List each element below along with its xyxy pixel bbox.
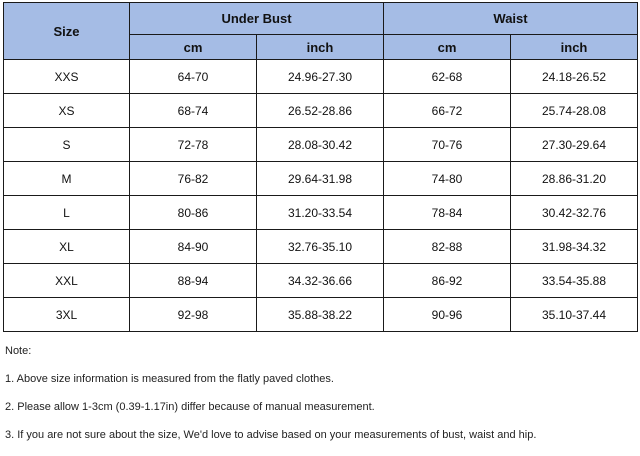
waist-cm-cell: 78-84 xyxy=(384,196,511,230)
under-bust-inch-cell: 32.76-35.10 xyxy=(257,230,384,264)
under-bust-cm-cell: 64-70 xyxy=(130,60,257,94)
under-bust-cm-cell: 92-98 xyxy=(130,298,257,332)
waist-header: Waist xyxy=(384,3,638,35)
under-bust-inch-cell: 26.52-28.86 xyxy=(257,94,384,128)
unit-header-waist-cm: cm xyxy=(384,35,511,60)
note-item: 2. Please allow 1-3cm (0.39-1.17in) differ because of manual measurement. xyxy=(5,401,375,413)
under-bust-cm-cell: 72-78 xyxy=(130,128,257,162)
note-item: 3. If you are not sure about the size, We'd love to advise based on your measurements of bust, waist and hip. xyxy=(5,429,537,441)
table-row xyxy=(4,196,638,230)
waist-cm-cell: 86-92 xyxy=(384,264,511,298)
size-column-header: Size xyxy=(4,3,130,60)
size-table xyxy=(3,2,638,332)
waist-inch-cell: 24.18-26.52 xyxy=(511,60,638,94)
size-cell: XL xyxy=(4,230,130,264)
size-cell: XXL xyxy=(4,264,130,298)
waist-inch-cell: 27.30-29.64 xyxy=(511,128,638,162)
notes-heading: Note: xyxy=(5,345,32,357)
under-bust-cm-cell: 76-82 xyxy=(130,162,257,196)
table-row xyxy=(4,264,638,298)
size-cell: 3XL xyxy=(4,298,130,332)
table-row xyxy=(4,128,638,162)
note-item: 1. Above size information is measured from the flatly paved clothes. xyxy=(5,373,334,385)
table-row xyxy=(4,94,638,128)
under-bust-inch-cell: 34.32-36.66 xyxy=(257,264,384,298)
size-cell: L xyxy=(4,196,130,230)
under-bust-cm-cell: 88-94 xyxy=(130,264,257,298)
waist-cm-cell: 66-72 xyxy=(384,94,511,128)
size-cell: M xyxy=(4,162,130,196)
size-chart xyxy=(3,2,637,332)
size-cell: XS xyxy=(4,94,130,128)
under-bust-inch-cell: 28.08-30.42 xyxy=(257,128,384,162)
waist-cm-cell: 62-68 xyxy=(384,60,511,94)
under-bust-inch-cell: 31.20-33.54 xyxy=(257,196,384,230)
unit-header-under-bust-cm: cm xyxy=(130,35,257,60)
under-bust-inch-cell: 29.64-31.98 xyxy=(257,162,384,196)
waist-inch-cell: 35.10-37.44 xyxy=(511,298,638,332)
table-row xyxy=(4,162,638,196)
waist-inch-cell: 25.74-28.08 xyxy=(511,94,638,128)
waist-cm-cell: 74-80 xyxy=(384,162,511,196)
waist-cm-cell: 90-96 xyxy=(384,298,511,332)
size-cell: XXS xyxy=(4,60,130,94)
waist-cm-cell: 70-76 xyxy=(384,128,511,162)
under-bust-inch-cell: 35.88-38.22 xyxy=(257,298,384,332)
waist-inch-cell: 33.54-35.88 xyxy=(511,264,638,298)
under-bust-cm-cell: 68-74 xyxy=(130,94,257,128)
table-row xyxy=(4,60,638,94)
under-bust-header: Under Bust xyxy=(130,3,384,35)
under-bust-cm-cell: 80-86 xyxy=(130,196,257,230)
unit-header-under-bust-inch: inch xyxy=(257,35,384,60)
unit-header-waist-inch: inch xyxy=(511,35,638,60)
header-row-groups xyxy=(4,3,638,35)
table-row xyxy=(4,298,638,332)
notes-section xyxy=(5,344,536,456)
table-row xyxy=(4,230,638,264)
waist-inch-cell: 28.86-31.20 xyxy=(511,162,638,196)
under-bust-cm-cell: 84-90 xyxy=(130,230,257,264)
under-bust-inch-cell: 24.96-27.30 xyxy=(257,60,384,94)
waist-inch-cell: 30.42-32.76 xyxy=(511,196,638,230)
waist-cm-cell: 82-88 xyxy=(384,230,511,264)
waist-inch-cell: 31.98-34.32 xyxy=(511,230,638,264)
size-cell: S xyxy=(4,128,130,162)
